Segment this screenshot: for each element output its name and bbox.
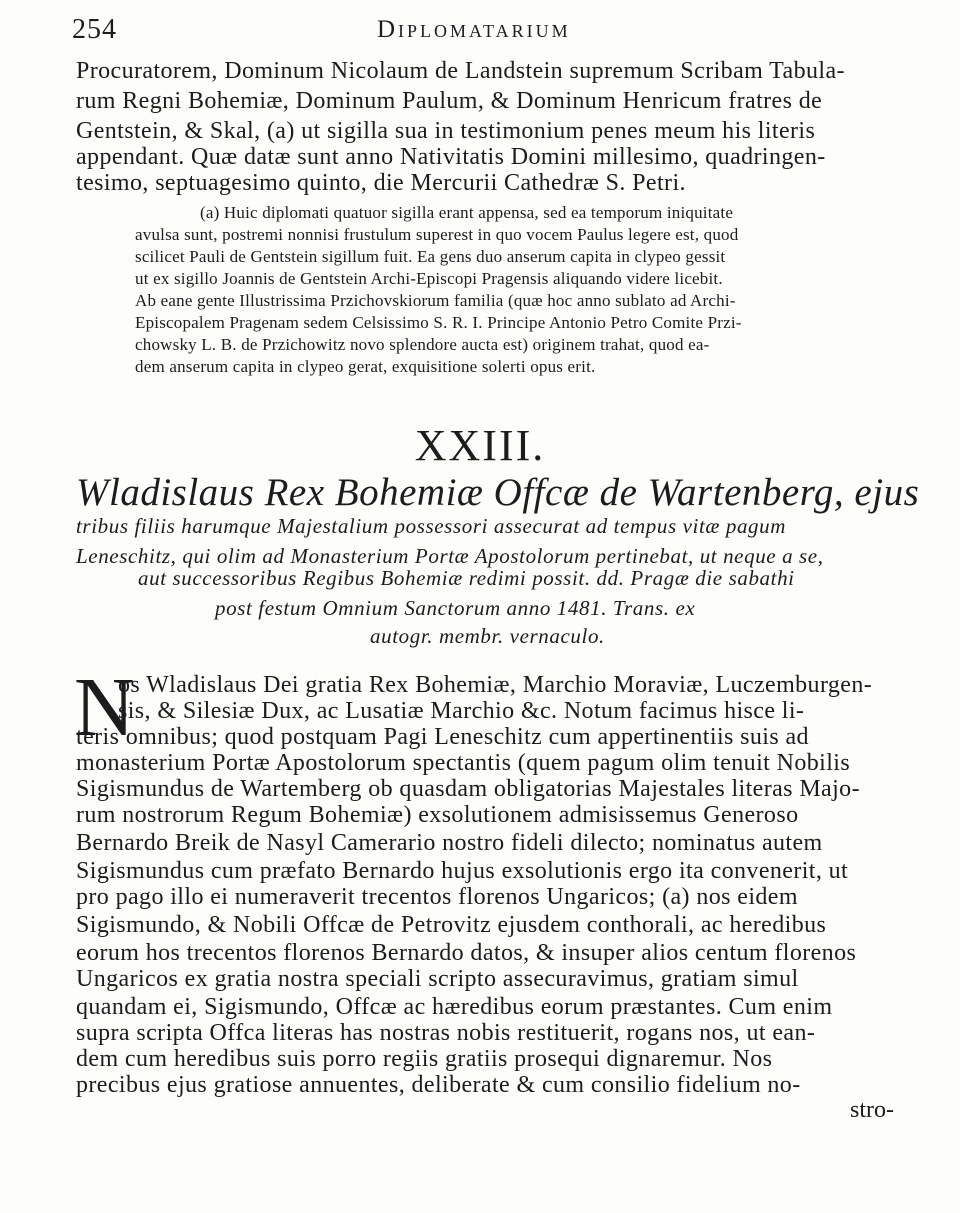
text-line: eorum hos trecentos florenos Bernardo datos, & insuper alios centum florenos <box>76 940 857 966</box>
text-line: rum nostrorum Regum Bohemiæ) exsolutionem admisissemus Generoso <box>76 802 799 828</box>
page-number: 254 <box>72 14 117 45</box>
drop-capital: N <box>74 661 135 754</box>
text-line: pro pago illo ei numeraverit trecentos florenos Ungaricos; (a) nos eidem <box>76 884 798 910</box>
section-subtitle-line: Leneschitz, qui olim ad Monasterium Portæ Apostolorum pertinebat, ut neque a se, <box>76 544 824 568</box>
text-line: quandam ei, Sigismundo, Offcæ ac hæredibus eorum præstantes. Cum enim <box>76 994 833 1020</box>
text-line: Gentstein, & Skal, (a) ut sigilla sua in testimonium penes meum his literis <box>76 118 816 144</box>
text-line: Sigismundo, & Nobili Offcæ de Petrovitz ejusdem conthorali, ac heredibus <box>76 912 827 938</box>
footnote-line: Episcopalem Pragenam sedem Celsissimo S. R. I. Principe Antonio Petro Comite Przi- <box>135 313 742 332</box>
running-head: Diplomatarium <box>377 16 571 43</box>
text-line: rum Regni Bohemiæ, Dominum Paulum, & Dominum Henricum fratres de <box>76 88 823 114</box>
footnote-line: (a) Huic diplomati quatuor sigilla erant appensa, sed ea temporum iniquitate <box>200 203 734 222</box>
footnote-line: chowsky L. B. de Przichowitz novo splendore aucta est) originem trahat, quod ea- <box>135 335 710 354</box>
text-line: Bernardo Breik de Nasyl Camerario nostro fideli dilecto; nominatus autem <box>76 830 823 856</box>
text-line: teris omnibus; quod postquam Pagi Leneschitz cum appertinentiis suis ad <box>76 724 809 750</box>
page-header <box>72 14 932 54</box>
footnote-line: avulsa sunt, postremi nonnisi frustulum superest in quo vocem Paulus legere est, quod <box>135 225 739 244</box>
text-line: supra scripta Offca literas has nostras nobis restituerit, rogans nos, ut ean- <box>76 1020 816 1046</box>
text-line: appendant. Quæ datæ sunt anno Nativitatis Domini millesimo, quadringen- <box>76 144 826 170</box>
footnote-line: scilicet Pauli de Gentstein sigillum fuit. Ea gens duo anserum capita in clypeo gessit <box>135 247 726 266</box>
section-subtitle-line: aut successoribus Regibus Bohemiæ redimi possit. dd. Pragæ die sabathi <box>138 566 795 590</box>
text-line: Procuratorem, Dominum Nicolaum de Landstein supremum Scribam Tabula- <box>76 58 845 84</box>
section-subtitle-line: tribus filiis harumque Majestalium possessori assecurat ad tempus vitæ pagum <box>76 514 787 538</box>
footnote-line: Ab eane gente Illustrissima Przichovskiorum familia (quæ hoc anno sublato ad Archi- <box>135 291 736 310</box>
catchword: stro- <box>850 1097 894 1123</box>
text-line: precibus ejus gratiose annuentes, deliberate & cum consilio fidelium no- <box>76 1072 801 1098</box>
text-line: dem cum heredibus suis porro regiis gratiis prosequi dignaremur. Nos <box>76 1046 773 1072</box>
section-title: Wladislaus Rex Bohemiæ Offcæ de Wartenberg, ejus <box>76 471 920 514</box>
section-subtitle-line: post festum Omnium Sanctorum anno 1481. Trans. ex <box>215 596 696 620</box>
text-line: sis, & Silesiæ Dux, ac Lusatiæ Marchio &c. Notum facimus hisce li- <box>118 698 805 724</box>
footnote-line: dem anserum capita in clypeo gerat, exquisitione solerti opus erit. <box>135 357 596 376</box>
text-line: Sigismundus de Wartemberg ob quasdam obligatorias Majestales literas Majo- <box>76 776 860 802</box>
section-number: XXIII. <box>414 421 546 470</box>
text-line: tesimo, septuagesimo quinto, die Mercurii Cathedræ S. Petri. <box>76 170 686 196</box>
text-line: os Wladislaus Dei gratia Rex Bohemiæ, Marchio Moraviæ, Luczemburgen- <box>118 672 873 698</box>
text-line: monasterium Portæ Apostolorum spectantis (quem pagum olim tenuit Nobilis <box>76 750 851 776</box>
footnote-line: ut ex sigillo Joannis de Gentstein Archi-Episcopi Pragensis aliquando videre licebit. <box>135 269 723 288</box>
section-subtitle-line: autogr. membr. vernaculo. <box>370 624 605 648</box>
text-line: Sigismundus cum præfato Bernardo hujus exsolutionis ergo ita convenerit, ut <box>76 858 849 884</box>
text-line: Ungaricos ex gratia nostra speciali scripto assecuravimus, gratiam simul <box>76 966 799 992</box>
